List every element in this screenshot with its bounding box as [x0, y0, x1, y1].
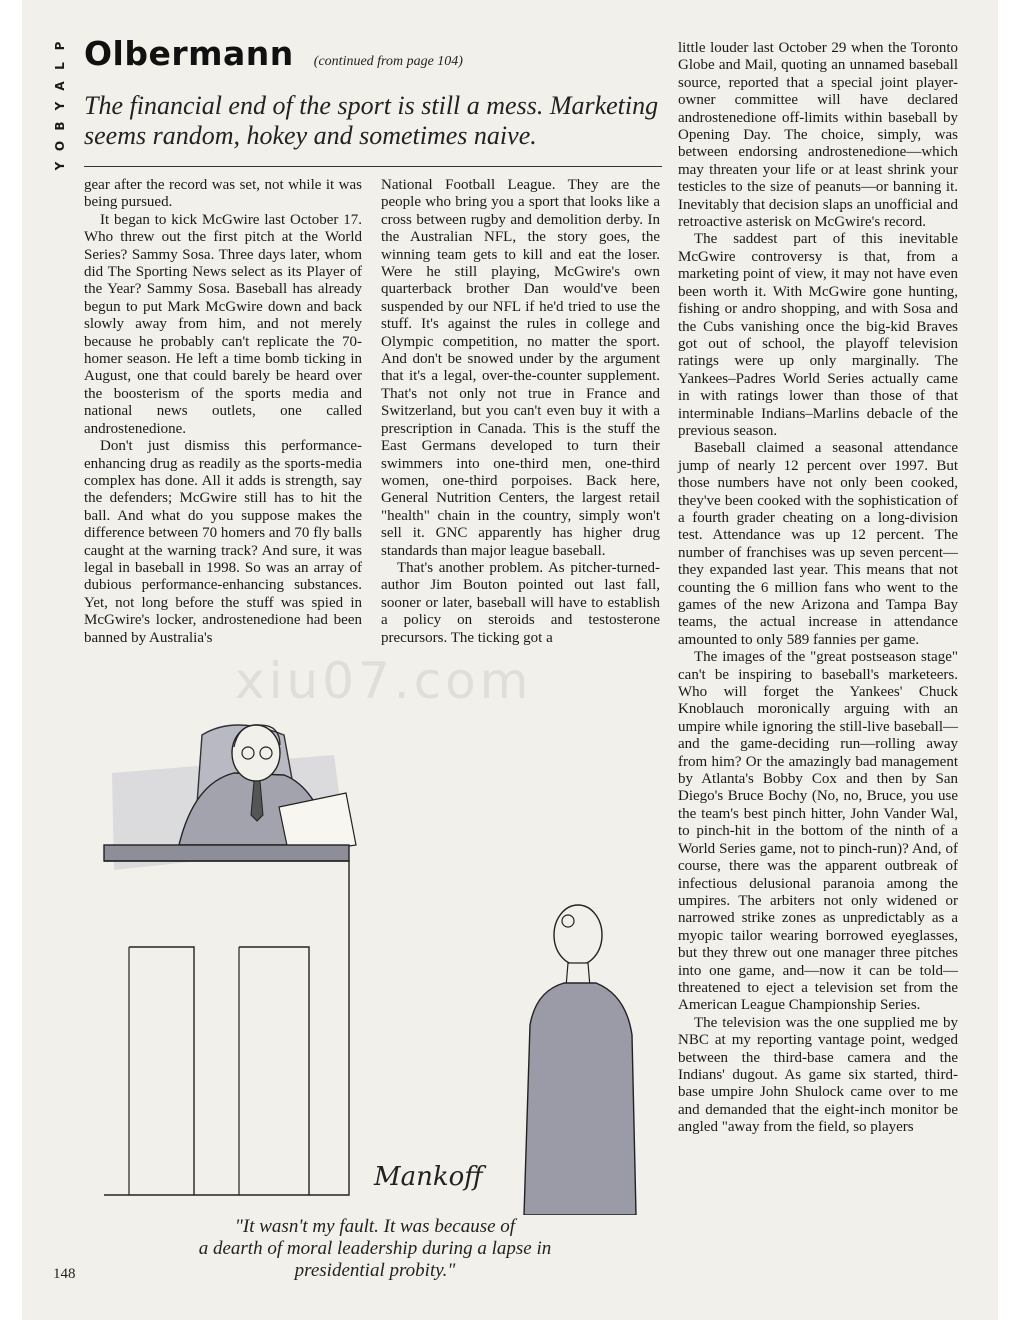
article-deck: The financial end of the sport is still a mess. Marketing seems random, hokey and sometimes naive. — [84, 91, 659, 150]
side-letter: B — [53, 121, 67, 131]
text-column-2 — [381, 177, 660, 647]
caption-line: a dearth of moral leadership during a lapse in — [198, 1238, 552, 1259]
page-number: 148 — [53, 1266, 76, 1282]
judge-bench-front — [104, 861, 349, 1195]
article-headline — [84, 34, 664, 82]
courtroom-cartoon — [84, 695, 664, 1215]
article-title: Olbermann — [84, 34, 294, 73]
paragraph: The images of the "great postseason stage" can't be inspiring to baseball's marketeers. Who will forget the Yankees' Chuck Knoblauch moronically arguing with an umpire while ignoring the still-live baseball—and the game-deciding run—rolling away from him? Or the amazingly bad management by Atlanta's Bobby Cox and then by San Diego's Bruce Bochy (No, no, Bruce, you use the team's best pinch hitter, John Vander Wal, to pinch-hit in the bottom of the ninth of a World Series game, not to pinch-run)? And, of course, there was the apparent outbreak of infectious delusional paranoia among the umpires. The arbiters not only widened or narrowed strike zones as unpredictably as a myopic tailor wearing borrowed eyeglasses, but they threw out one manager three pitches into one game, and—now it can be told—threatened to eject a television set from the American League Championship Series. — [678, 649, 958, 1014]
paragraph: Don't just dismiss this performance-enhancing drug as readily as the sports-media complex has done. All it adds is strength, say the defenders; McGwire still has to hit the ball. And what do you suppose makes the difference between 70 homers and 70 fly balls caught at the warning track? And sure, it was legal in baseball in 1998. So was an array of dubious performance-enhancing substances. Yet, not long before the stuff was spied in McGwire's locker, androstenedione had been banned by Australia's — [84, 438, 362, 646]
paragraph: gear after the record was set, not while it was being pursued. — [84, 177, 362, 211]
paragraph: National Football League. They are the people who bring you a sport that looks like a cross between rugby and demolition derby. In the Australian NFL, the story goes, the winning team gets to kill and eat the loser. Were he still playing, McGwire's own quarterback brother Dan would've been suspended by our NFL if he'd tried to use the stuff. It's against the rules in college and Olympic competition, no matter the sport. And don't be snowed under by the argument that it's a legal, over-the-counter supplement. That's not only not true in France and Switzerland, but you can't even buy it with a prescription in Canada. This is the stuff the East Germans developed to turn their swimmers into one-third men, one-third women, one-third porpoises. Back here, General Nutrition Centers, the largest retail "health" chain in the country, simply won't sell it. GNC apparently has higher drug standards than major league baseball. — [381, 177, 660, 559]
bench-panel-right — [239, 947, 309, 1195]
caption-line: presidential probity." — [294, 1260, 456, 1281]
continued-note: (continued from page 104) — [313, 54, 463, 69]
paragraph: The saddest part of this inevitable McGwire controversy is that, from a marketing point of view, it may not have even been worth it. With McGwire gone hunting, fishing or andro shopping, and with Sosa and the Cubs vanishing once the big-kid Braves got out of school, the playoff television ratings were up only marginally. The Yankees–Padres World Series actually came in with ratings lower than those of that interminable Indians–Marlins debacle of the previous season. — [678, 231, 958, 439]
side-letter: P — [53, 41, 67, 51]
side-letter: A — [53, 81, 67, 91]
text-column-3 — [678, 40, 958, 1137]
paragraph: Baseball claimed a seasonal attendance jump of nearly 12 percent over 1997. But those numbers have not only been cooked, they've been cooked with the sophistication of a fourth grader cheating on a long-division test. Attendance was up 12 percent. The number of franchises was up seven percent—they expanded last year. This means that not counting the 6 million fans who went to the games of the new Arizona and Tampa Bay teams, the actual increase in attendance amounted to only 589 fannies per game. — [678, 440, 958, 648]
paragraph: little louder last October 29 when the Toronto Globe and Mail, quoting an unnamed baseball source, reported that a special joint player-owner committee will have declared androstenedione off-limits within baseball by Opening Day. The choice, simply, was between endorsing androstenedione—which may threaten your life or at least shrink your testicles to the size of peanuts—or banning it. Inevitably that decision slaps an unofficial and retroactive asterisk on McGwire's record. — [678, 40, 958, 231]
paragraph: That's another problem. As pitcher-turned-author Jim Bouton pointed out last fall, sooner or later, baseball will have to establish a policy on steroids and testosterone precursors. The ticking got a — [381, 559, 660, 646]
caption-line: "It wasn't my fault. It was because of — [234, 1216, 516, 1237]
side-letter: L — [53, 62, 67, 70]
magazine-side-label — [51, 36, 69, 176]
deck-divider — [84, 166, 662, 167]
side-letter: Y — [53, 161, 67, 171]
side-letter: O — [53, 140, 67, 152]
bench-panel-left — [129, 947, 194, 1195]
paragraph: The television was the one supplied me by NBC at my reporting vantage point, wedged between the third-base camera and the Indians' dugout. As game six started, third-base umpire John Shulock came over to me and demanded that the eight-inch monitor be angled "away from the field, so players — [678, 1014, 958, 1136]
cartoonist-signature: Mankoff — [374, 1162, 483, 1192]
judge-bench-top — [104, 845, 349, 861]
defendant-head — [554, 905, 602, 965]
cartoon-caption — [170, 1216, 580, 1282]
text-column-1 — [84, 177, 362, 647]
paragraph: It began to kick McGwire last October 17. Who threw out the first pitch at the World Series? Sammy Sosa. Three days later, whom did The Sporting News select as its Player of the Year? Sammy Sosa. Baseball has already begun to put Mark McGwire down and back slowly away from him, and not merely because he probably can't replicate the 70-homer season. He left a time bomb ticking in August, one that could barely be heard over the boosterism of the sports media and national news outlets, one called androstenedione. — [84, 211, 362, 437]
defendant-jacket — [524, 983, 636, 1215]
side-letter: Y — [53, 101, 67, 111]
watermark: xiu07.com — [235, 652, 533, 710]
